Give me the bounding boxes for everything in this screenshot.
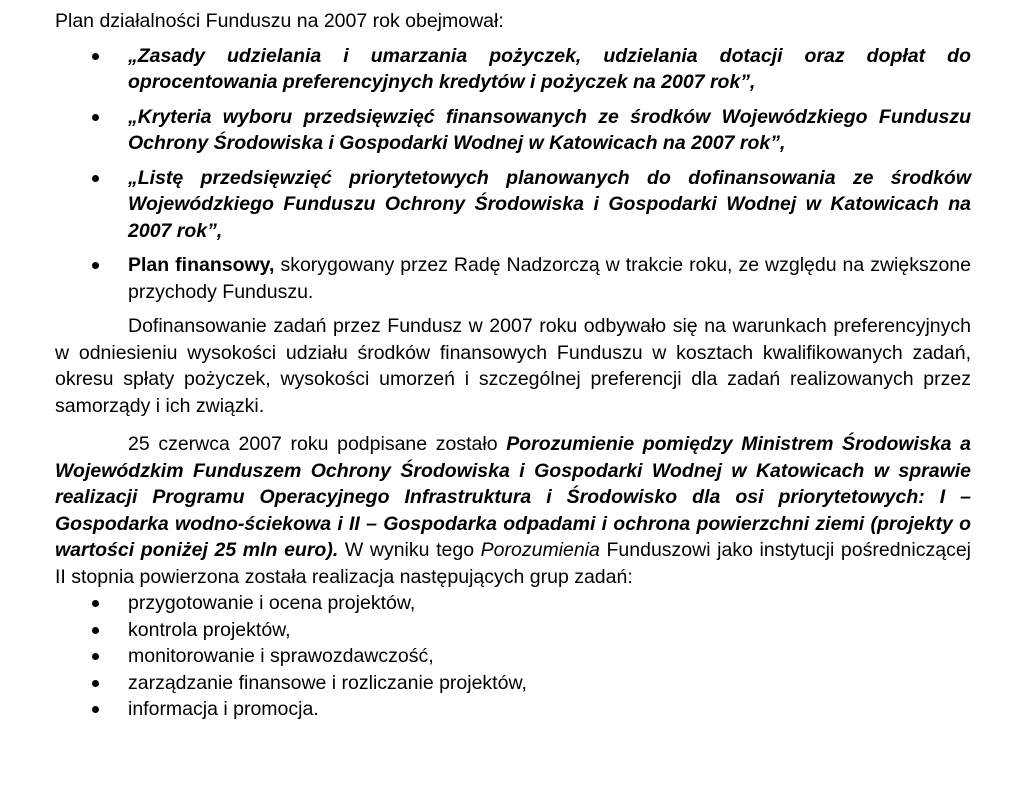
plan-items-list bbox=[55, 43, 971, 306]
plan-item-1 bbox=[55, 43, 971, 96]
plan-item-title: „Zasady udzielania i umarzania pożyczek, udzielania dotacji oraz dopłat do oprocentowania preferencyjnych kredytów i pożyczek na 2007 rok”, bbox=[128, 44, 971, 93]
agreement-mid: W wyniku tego bbox=[338, 539, 481, 561]
plan-item-3 bbox=[55, 165, 971, 245]
agreement-title: Porozumienie pomiędzy Ministrem Środowiska a Wojewódzkim Funduszem Ochrony Środowiska i Gospodarki Wodnej w Katowicach w sprawie realizacji Programu Operacyjnego Infrastruktura i Środowisko dla osi priorytetowych: I – Gospodarka wodno-ściekowa i II – Gospodarka odpadami i ochrona powierzchni ziemi (projekty o wartości poniżej 25 mln euro). bbox=[55, 433, 972, 561]
paragraph-financing: Dofinansowanie zadań przez Fundusz w 2007 roku odbywało się na warunkach preferencyjnych w odniesieniu wysokości udziału środków finansowych Funduszu w kosztach kwalifikowanych zadań, okresu spłaty pożyczek, wysokości umorzeń i szczególnej preferencji dla zadań realizowanych przez samorządy i ich związki. bbox=[55, 315, 971, 417]
plan-item-description: skorygowany przez Radę Nadzorczą w trakcie roku, ze względu na zwiększone przychody Funduszu. bbox=[128, 254, 971, 303]
task-item: zarządzanie finansowe i rozliczanie projektów, bbox=[55, 670, 971, 697]
task-item: informacja i promocja. bbox=[55, 696, 971, 723]
plan-item-title: „Listę przedsięwzięć priorytetowych planowanych do dofinansowania ze środków Wojewódzkiego Funduszu Ochrony Środowiska i Gospodarki Wodnej w Katowicach na 2007 rok”, bbox=[128, 166, 971, 242]
intro-text: Plan działalności Funduszu na 2007 rok obejmował: bbox=[55, 10, 504, 32]
agreement-reference: Porozumienia bbox=[480, 539, 600, 561]
agreement-end: Funduszowi jako instytucji pośredniczącej II stopnia powierzona została realizacja następujących grup zadań: bbox=[55, 539, 971, 588]
plan-item-title: Plan finansowy, bbox=[128, 254, 275, 276]
plan-item-2 bbox=[55, 104, 971, 157]
tasks-list bbox=[55, 590, 971, 723]
task-item: monitorowanie i sprawozdawczość, bbox=[55, 643, 971, 670]
agreement-intro: 25 czerwca 2007 roku podpisane zostało bbox=[128, 433, 507, 455]
document-page bbox=[55, 8, 971, 723]
plan-item-title: „Kryteria wyboru przedsięwzięć finansowanych ze środków Wojewódzkiego Funduszu Ochrony Środowiska i Gospodarki Wodnej w Katowicach na 2007 rok”, bbox=[128, 105, 971, 154]
task-item: przygotowanie i ocena projektów, bbox=[55, 590, 971, 617]
task-item: kontrola projektów, bbox=[55, 617, 971, 644]
paragraph-agreement bbox=[55, 431, 971, 590]
plan-item-4 bbox=[55, 252, 971, 305]
